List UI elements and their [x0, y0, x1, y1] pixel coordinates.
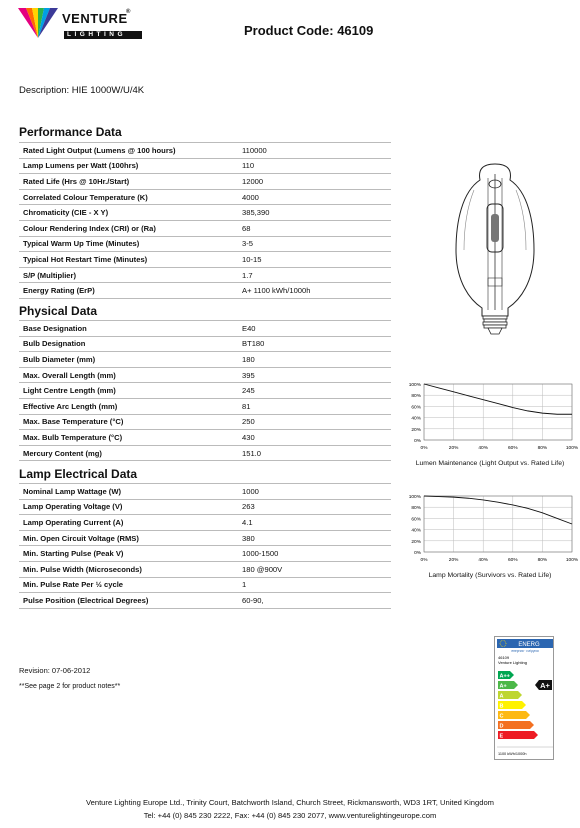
energy-label-code: 46109: [498, 655, 510, 660]
data-row: [19, 577, 391, 593]
data-row: [19, 158, 391, 174]
data-row: [19, 252, 391, 268]
data-row: [19, 430, 391, 446]
row-label: Light Centre Length (mm): [19, 383, 239, 399]
row-label: Max. Overall Length (mm): [19, 367, 239, 383]
physical-section-title: Physical Data: [19, 304, 98, 318]
row-value: 4.1: [239, 515, 391, 531]
row-label: Pulse Position (Electrical Degrees): [19, 593, 239, 609]
row-value: 380: [239, 530, 391, 546]
x-tick-label: 20%: [448, 558, 459, 563]
row-label: Min. Starting Pulse (Peak V): [19, 546, 239, 562]
row-value: 263: [239, 499, 391, 515]
data-row: [19, 283, 391, 299]
product-description: Description: HIE 1000W/U/4K: [19, 85, 145, 96]
row-value: 180 @900V: [239, 561, 391, 577]
x-tick-label: 80%: [537, 558, 548, 563]
row-value: 110: [239, 158, 391, 174]
data-row: [19, 484, 391, 500]
x-tick-label: 20%: [448, 446, 459, 451]
energy-label: [494, 636, 554, 760]
row-label: Lamp Operating Current (A): [19, 515, 239, 531]
row-label: Typical Hot Restart Time (Minutes): [19, 252, 239, 268]
row-value: 12000: [239, 174, 391, 190]
x-tick-label: 60%: [507, 446, 518, 451]
y-tick-label: 20%: [411, 539, 421, 545]
row-value: 1.7: [239, 267, 391, 283]
row-value: 430: [239, 430, 391, 446]
y-tick-label: 0%: [414, 439, 421, 444]
logo-wordmark: VENTURE: [62, 11, 128, 26]
x-tick-label: 40%: [478, 446, 489, 451]
x-tick-label: 60%: [507, 558, 518, 563]
data-row: [19, 546, 391, 562]
row-label: Bulb Designation: [19, 336, 239, 352]
row-value: 110000: [239, 143, 391, 159]
row-value: 151.0: [239, 445, 391, 461]
row-label: Colour Rendering Index (CRI) or (Ra): [19, 220, 239, 236]
energy-label-subtitle: енергия · ενέργεια: [511, 649, 539, 653]
energy-rating-value: A+: [540, 680, 550, 690]
row-value: 10-15: [239, 252, 391, 268]
footer-address: Venture Lighting Europe Ltd., Trinity Court, Batchworth Island, Church Street, Rickmansworth, WD3 1RT, United Kingdom: [85, 798, 494, 807]
lumen-maintenance-caption: Lumen Maintenance (Light Output vs. Rated Life): [415, 460, 565, 467]
x-tick-label: 0%: [420, 558, 428, 563]
energy-class-label: A+: [499, 683, 507, 690]
row-value: 385,390: [239, 205, 391, 221]
data-row: [19, 352, 391, 368]
plot-frame: [424, 384, 572, 440]
product-code-value: 46109: [337, 23, 374, 38]
energy-class-label: C: [499, 713, 504, 720]
y-tick-label: 40%: [411, 416, 421, 422]
registered-mark: ®: [126, 9, 131, 15]
row-label: Nominal Lamp Wattage (W): [19, 484, 239, 500]
row-value: 3-5: [239, 236, 391, 252]
data-row: [19, 174, 391, 190]
performance-section-title: Performance Data: [19, 125, 122, 139]
y-tick-label: 100%: [408, 383, 421, 388]
row-label: S/P (Multiplier): [19, 267, 239, 283]
row-label: Max. Base Temperature (°C): [19, 414, 239, 430]
row-label: Correlated Colour Temperature (K): [19, 189, 239, 205]
data-row: [19, 267, 391, 283]
data-row: [19, 367, 391, 383]
data-row: [19, 515, 391, 531]
series-line: [424, 384, 572, 414]
row-value: 81: [239, 398, 391, 414]
energy-class-label: B: [499, 703, 504, 710]
row-value: 1000: [239, 484, 391, 500]
plot-frame: [424, 496, 572, 552]
footer-contact: Tel: +44 (0) 845 230 2222, Fax: +44 (0) 845 230 2077, www.venturelightingeurope.com: [143, 811, 437, 820]
x-tick-label: 100%: [565, 446, 579, 451]
row-value: BT180: [239, 336, 391, 352]
row-label: Rated Life (Hrs @ 10Hr./Start): [19, 174, 239, 190]
energy-label-title: ENERG: [518, 642, 540, 648]
row-value: 60-90,: [239, 593, 391, 609]
x-tick-label: 40%: [478, 558, 489, 563]
row-label: Chromaticity (CIE - X Y): [19, 205, 239, 221]
row-label: Bulb Diameter (mm): [19, 352, 239, 368]
data-row: [19, 414, 391, 430]
data-row: [19, 383, 391, 399]
y-tick-label: 0%: [414, 551, 421, 556]
energy-class-label: D: [499, 723, 504, 730]
data-row: [19, 205, 391, 221]
data-row: [19, 236, 391, 252]
row-value: 4000: [239, 189, 391, 205]
row-label: Energy Rating (ErP): [19, 283, 239, 299]
data-row: [19, 143, 391, 159]
revision-date: Revision: 07-06-2012: [19, 666, 91, 675]
lumen-maintenance-chart: [400, 378, 580, 458]
electrical-table: [19, 483, 391, 609]
data-row: [19, 321, 391, 337]
data-row: [19, 530, 391, 546]
row-label: Min. Open Circuit Voltage (RMS): [19, 530, 239, 546]
row-label: Max. Bulb Temperature (°C): [19, 430, 239, 446]
row-label: Base Designation: [19, 321, 239, 337]
x-tick-label: 80%: [537, 446, 548, 451]
y-tick-label: 60%: [411, 405, 421, 411]
data-row: [19, 593, 391, 609]
row-label: Typical Warm Up Time (Minutes): [19, 236, 239, 252]
product-notes-reference: **See page 2 for product notes**: [19, 683, 121, 690]
logo-prism-icon: [18, 8, 58, 42]
row-value: 1: [239, 577, 391, 593]
row-label: Rated Light Output (Lumens @ 100 hours): [19, 143, 239, 159]
y-tick-label: 80%: [411, 506, 421, 512]
data-row: [19, 336, 391, 352]
product-code-label: Product Code:: [244, 23, 334, 38]
row-value: E40: [239, 321, 391, 337]
row-label: Lamp Lumens per Watt (100hrs): [19, 158, 239, 174]
company-logo: [18, 8, 148, 46]
data-row: [19, 220, 391, 236]
row-value: 68: [239, 220, 391, 236]
y-tick-label: 60%: [411, 517, 421, 523]
energy-class-label: E: [499, 733, 504, 740]
row-label: Min. Pulse Rate Per ½ cycle: [19, 577, 239, 593]
data-row: [19, 398, 391, 414]
lamp-mortality-chart: [400, 490, 580, 570]
energy-class-bar: [498, 731, 538, 739]
row-label: Lamp Operating Voltage (V): [19, 499, 239, 515]
row-value: 245: [239, 383, 391, 399]
energy-class-label: A++: [499, 673, 510, 680]
energy-class-label: A: [499, 693, 504, 700]
data-row: [19, 561, 391, 577]
performance-table: [19, 142, 391, 299]
row-label: Effective Arc Length (mm): [19, 398, 239, 414]
physical-table: [19, 320, 391, 461]
row-value: 180: [239, 352, 391, 368]
x-tick-label: 100%: [565, 558, 579, 563]
data-row: [19, 189, 391, 205]
data-row: [19, 499, 391, 515]
y-tick-label: 20%: [411, 427, 421, 433]
row-value: 395: [239, 367, 391, 383]
series-line: [424, 496, 572, 524]
data-row: [19, 445, 391, 461]
row-value: 250: [239, 414, 391, 430]
energy-label-brand: Venture Lighting: [498, 660, 527, 665]
row-value: A+ 1100 kWh/1000h: [239, 283, 391, 299]
lamp-bulb-illustration: [450, 160, 540, 335]
electrical-section-title: Lamp Electrical Data: [19, 467, 138, 481]
x-tick-label: 0%: [420, 446, 428, 451]
row-label: Mercury Content (mg): [19, 445, 239, 461]
energy-consumption: 1100 kWh/1000h: [498, 752, 527, 756]
energy-label-graphic: [495, 637, 555, 761]
y-tick-label: 80%: [411, 394, 421, 400]
y-tick-label: 40%: [411, 528, 421, 534]
product-code: [244, 23, 373, 38]
y-tick-label: 100%: [408, 495, 421, 500]
logo-subtitle: LIGHTING: [64, 31, 142, 39]
row-label: Min. Pulse Width (Microseconds): [19, 561, 239, 577]
row-value: 1000-1500: [239, 546, 391, 562]
lamp-mortality-caption: Lamp Mortality (Survivors vs. Rated Life): [428, 572, 552, 579]
